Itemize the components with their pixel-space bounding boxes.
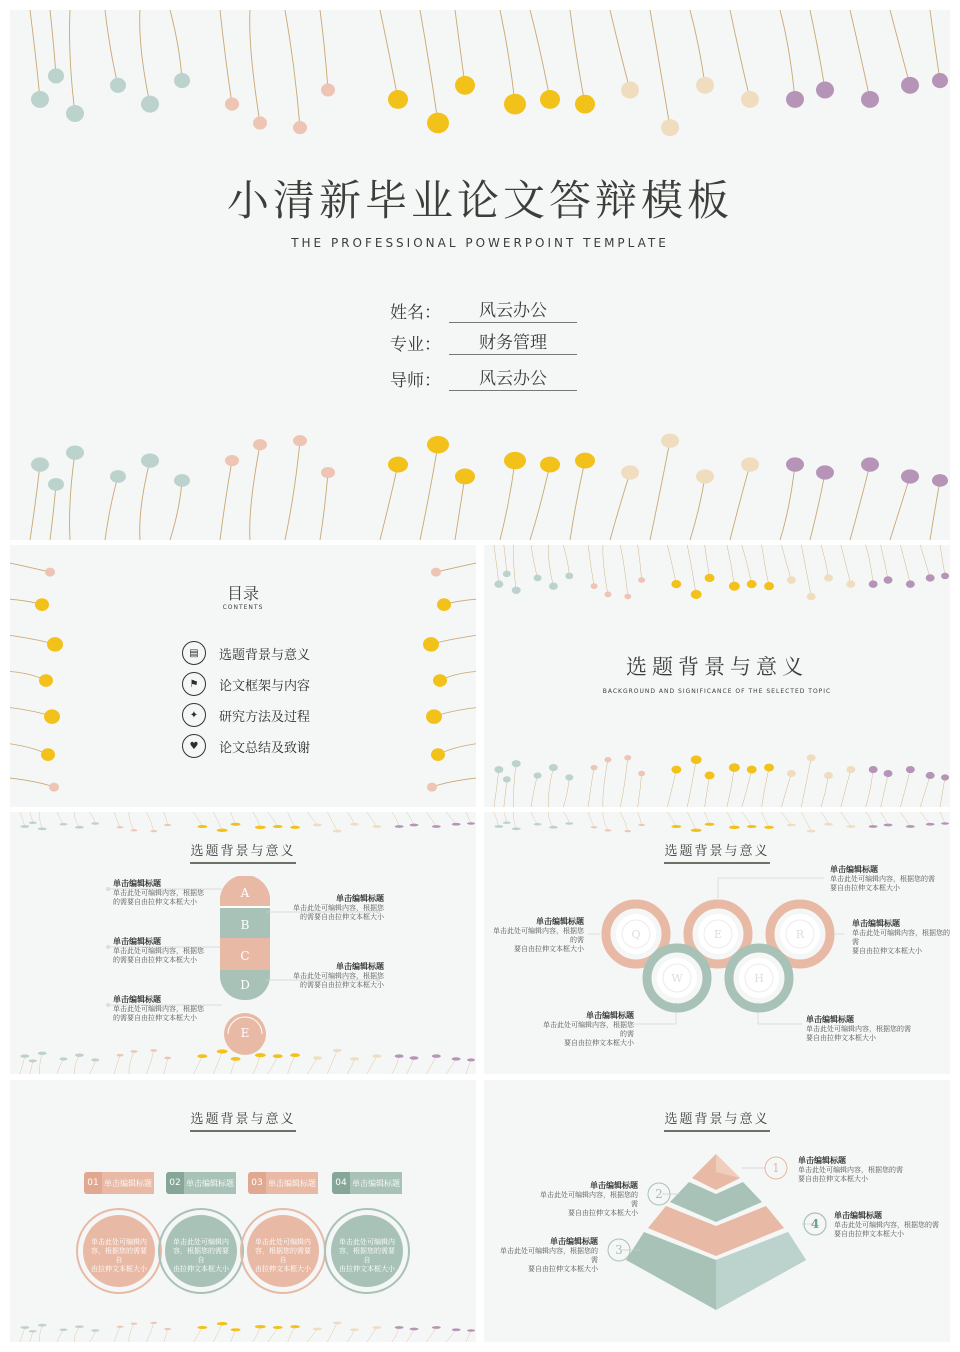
clipboard-icon: ▤: [182, 641, 206, 665]
text-block-4[interactable]: 单击编辑标题 单击此处可编辑内容，根据您的需 要自由拉伸文本框大小: [834, 1211, 939, 1238]
text-block-left-3[interactable]: 单击编辑标题 单击此处可编辑内容，根据您 的需要自由拉伸文本框大小: [113, 995, 204, 1022]
toc-item-4[interactable]: [182, 734, 310, 758]
section-subtitle: BACKGROUND AND SIGNIFICANCE OF THE SELECTED TOPIC: [602, 688, 832, 695]
letter-c: C: [240, 949, 250, 963]
flag-icon: ⚑: [182, 672, 206, 696]
slide-title: 选题背景与意义: [10, 1108, 476, 1127]
letter-e: E: [713, 927, 723, 941]
section-slide[interactable]: [484, 545, 950, 807]
letter-r: R: [795, 927, 805, 941]
heart-icon: ♥: [182, 734, 206, 758]
circle-text-4[interactable]: 单击此处可编辑内 容，根据您的需要自 由拉伸文本框大小: [339, 1238, 395, 1273]
text-block-right[interactable]: 单击编辑标题 单击此处可编辑内容，根据您的需 要自由拉伸文本框大小: [852, 919, 950, 955]
cover-slide[interactable]: [10, 10, 950, 540]
step-number-1: 1: [772, 1161, 780, 1175]
circle-text-2[interactable]: 单击此处可编辑内 容，根据您的需要自 由拉伸文本框大小: [173, 1238, 229, 1273]
bottom-flowers-decoration: [484, 740, 950, 807]
tab-label: 单击编辑标题: [184, 1172, 236, 1194]
letter-d: D: [240, 978, 250, 992]
walker-icon: ✦: [182, 703, 206, 727]
text-block-left[interactable]: 单击编辑标题 单击此处可编辑内容，根据您的需 要自由拉伸文本框大小: [493, 917, 584, 953]
advisor-field: [390, 364, 577, 391]
letter-h: H: [754, 971, 764, 985]
text-block-top-right[interactable]: 单击编辑标题 单击此处可编辑内容，根据您的需 要自由拉伸文本框大小: [830, 865, 935, 892]
toc-item-1[interactable]: [182, 641, 310, 665]
text-block-right-1[interactable]: 单击编辑标题 单击此处可编辑内容，根据您 的需要自由拉伸文本框大小: [293, 894, 384, 921]
step-number-3: 3: [615, 1243, 623, 1257]
top-flowers-decoration: [10, 10, 950, 170]
letter-e: E: [240, 1026, 250, 1040]
name-label: 姓名：: [390, 303, 441, 323]
toc-item-label: 研究方法及过程: [219, 709, 311, 725]
toc-item-2[interactable]: [182, 672, 310, 696]
advisor-value[interactable]: 风云办公: [449, 364, 577, 391]
cover-title: 小清新毕业论文答辩模板: [226, 176, 733, 225]
letter-b: B: [240, 918, 250, 932]
advisor-label: 导师：: [390, 371, 441, 391]
text-block-1[interactable]: 单击编辑标题 单击此处可编辑内容，根据您的需 要自由拉伸文本框大小: [798, 1156, 903, 1183]
text-block-left-2[interactable]: 单击编辑标题 单击此处可编辑内容，根据您 的需要自由拉伸文本框大小: [113, 937, 204, 964]
tab-label: 单击编辑标题: [266, 1172, 318, 1194]
slide-tabs[interactable]: [10, 1080, 476, 1342]
slide-title: 选题背景与意义: [484, 1108, 950, 1127]
tab-number: 01: [84, 1172, 102, 1194]
slide-rings[interactable]: [484, 812, 950, 1074]
name-field: [390, 296, 577, 323]
toc-item-label: 论文框架与内容: [219, 678, 311, 694]
major-field: [390, 328, 577, 355]
toc-title: 目录: [226, 584, 259, 603]
major-label: 专业：: [390, 335, 441, 355]
slide-abcde[interactable]: [10, 812, 476, 1074]
bottom-flowers-decoration: [10, 405, 950, 540]
slide-title: 选题背景与意义: [484, 840, 950, 859]
text-block-right-2[interactable]: 单击编辑标题 单击此处可编辑内容，根据您 的需要自由拉伸文本框大小: [293, 962, 384, 989]
toc-item-3[interactable]: [182, 703, 310, 727]
connector-lines: [10, 812, 476, 1074]
text-block-2[interactable]: 单击编辑标题 单击此处可编辑内容，根据您的需 要自由拉伸文本框大小: [540, 1181, 638, 1217]
major-value[interactable]: 财务管理: [449, 328, 577, 355]
text-block-bottom-right[interactable]: 单击编辑标题 单击此处可编辑内容，根据您的需 要自由拉伸文本框大小: [806, 1015, 911, 1042]
text-block-3[interactable]: 单击编辑标题 单击此处可编辑内容，根据您的需 要自由拉伸文本框大小: [500, 1237, 598, 1273]
tab-number: 04: [332, 1172, 350, 1194]
text-block-bottom-left[interactable]: 单击编辑标题 单击此处可编辑内容，根据您的需 要自由拉伸文本框大小: [543, 1011, 634, 1047]
circle-text-3[interactable]: 单击此处可编辑内 容，根据您的需要自 由拉伸文本框大小: [255, 1238, 311, 1273]
tab-number: 03: [248, 1172, 266, 1194]
circle-text-1[interactable]: 单击此处可编辑内 容，根据您的需要自 由拉伸文本框大小: [91, 1238, 147, 1273]
letter-a: A: [240, 886, 250, 900]
top-flowers-decoration: [484, 545, 950, 615]
tab-label: 单击编辑标题: [102, 1172, 154, 1194]
toc-subtitle: CONTENTS: [222, 604, 264, 611]
toc-item-label: 论文总结及致谢: [219, 740, 311, 756]
tab-label: 单击编辑标题: [350, 1172, 402, 1194]
text-block-left-1[interactable]: 单击编辑标题 单击此处可编辑内容，根据您 的需要自由拉伸文本框大小: [113, 879, 204, 906]
toc-slide[interactable]: [10, 545, 476, 807]
step-number-4: 4: [810, 1217, 820, 1231]
slide-title: 选题背景与意义: [10, 840, 476, 859]
letter-w: W: [671, 971, 683, 985]
toc-item-label: 选题背景与意义: [219, 647, 311, 663]
circles-diagram: [10, 1080, 476, 1342]
name-value[interactable]: 风云办公: [449, 296, 577, 323]
tab-number: 02: [166, 1172, 184, 1194]
cover-subtitle: THE PROFESSIONAL POWERPOINT TEMPLATE: [291, 236, 669, 250]
letter-q: Q: [631, 927, 641, 941]
section-title: 选题背景与意义: [626, 655, 808, 679]
step-number-2: 2: [655, 1187, 663, 1201]
slide-pyramid[interactable]: [484, 1080, 950, 1342]
